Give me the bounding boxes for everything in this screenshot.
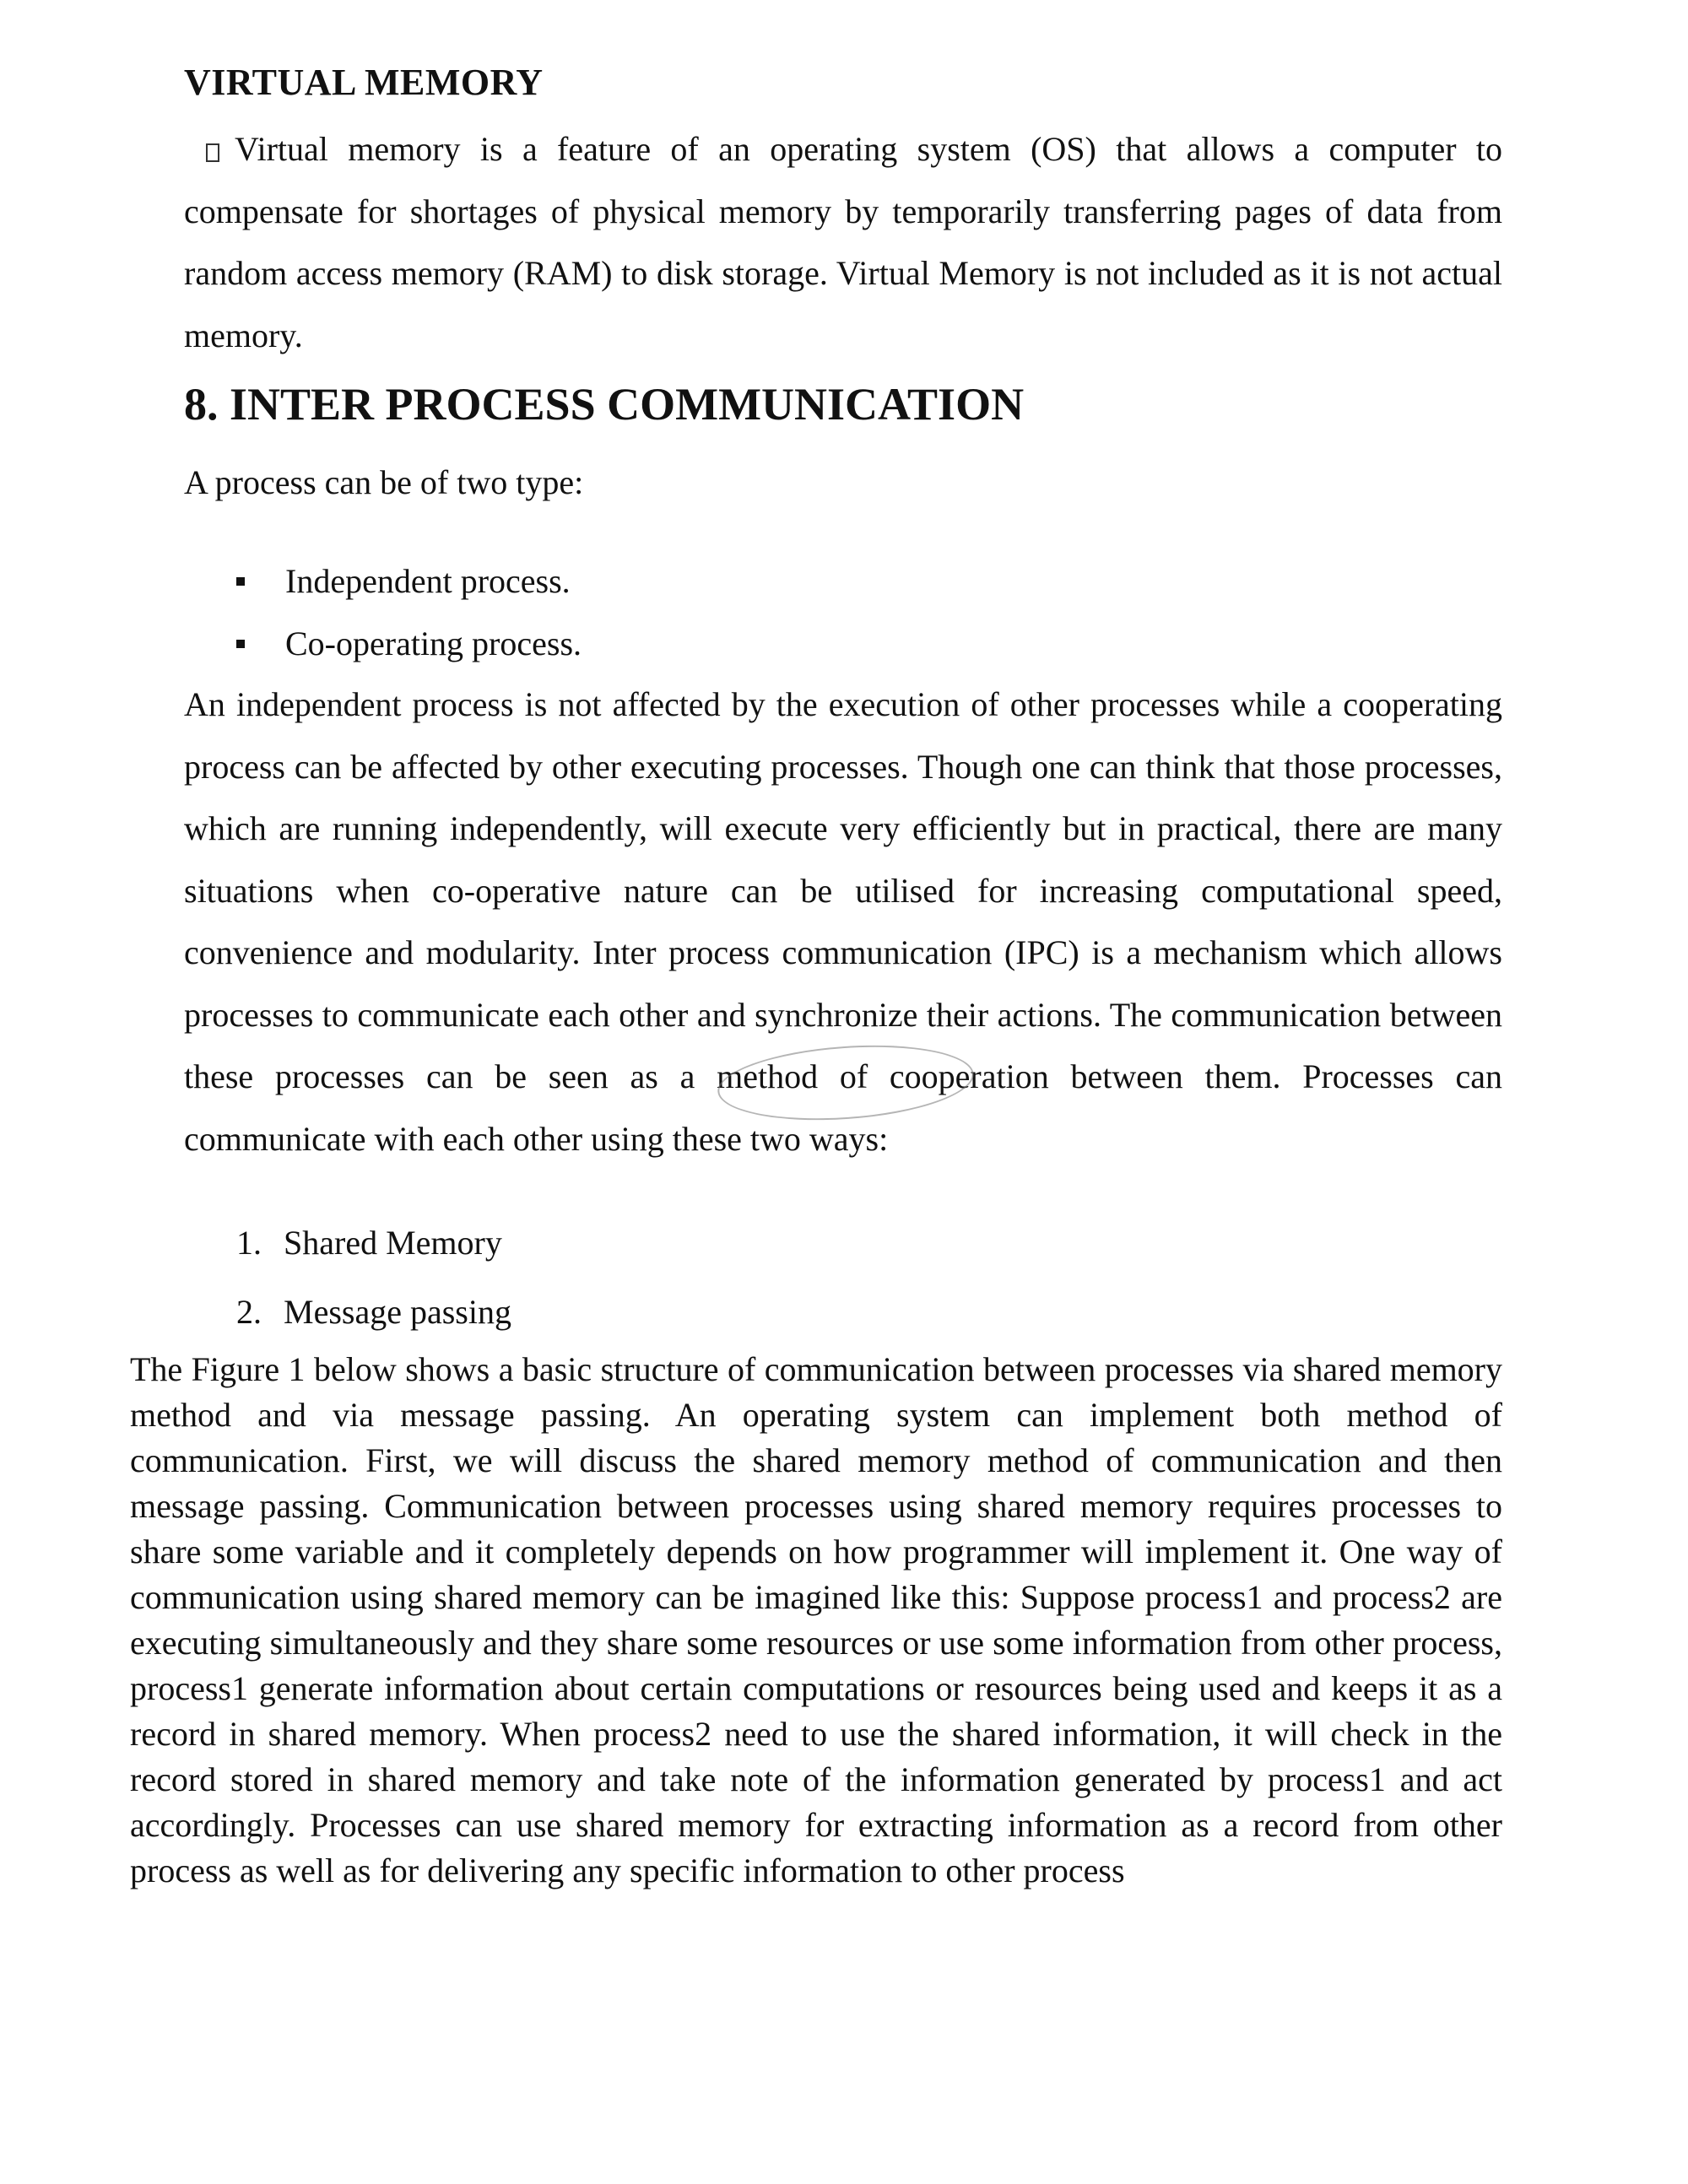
virtual-memory-text: Virtual memory is a feature of an operating system (OS) that allows a computer to compensate for shortages of physical memory by temporarily transferring pages of data from random access memory (RAM) to disk storage. Virtual Memory is not included as it is not actual memory. [184,130,1502,354]
box-glyph-icon [206,143,219,162]
list-item [236,1208,511,1278]
list-item-label: Message passing [284,1293,511,1331]
figure-description-paragraph: The Figure 1 below shows a basic structure of communication between processes via shared memory method and via message passing. An operating system can implement both method of communication. First, we will discuss the shared memory method of communication and then message passing. Communication between processes using shared memory requires processes to share some variable and it completely depends on how programmer will implement it. One way of communication using shared memory can be imagined like this: Suppose process1 and process2 are executing simultaneously and they share some resources or use some information from other process, process1 generate information about certain computations or resources being used and keeps it as a record in shared memory. When process2 need to use the shared information, it will check in the record stored in shared memory and take note of the information generated by process1 and act accordingly. Processes can use shared memory for extracting information as a record from other process as well as for delivering any specific information to other process [130,1350,1502,1889]
ipc-paragraph: An independent process is not affected by the execution of other processes while a cooperating process can be affected by other executing processes. Though one can think that those processes, which are running independently, will execute very efficiently but in practical, there are many situations when co-operative nature can be utilised for increasing computational speed, convenience and modularity. Inter process communication (IPC) is a mechanism which allows processes to communicate each other and synchronize their actions. The communication between these processes can be seen as a method of cooperation between them. Processes can communicate with each other using these two ways: [184,685,1502,1158]
list-item [236,1278,511,1347]
virtual-memory-heading: VIRTUAL MEMORY [184,62,544,103]
square-bullet-icon [236,577,245,586]
list-item [236,550,582,613]
list-number: 2. [236,1293,262,1331]
list-item-label: Independent process. [285,562,571,600]
process-types-intro: A process can be of two type: [184,463,584,501]
list-number: 1. [236,1224,262,1262]
virtual-memory-paragraph [184,118,1502,366]
list-item [236,613,582,675]
process-types-list [236,550,582,675]
square-bullet-icon [236,640,245,648]
list-item-label: Co-operating process. [285,624,582,662]
list-item-label: Shared Memory [284,1224,502,1262]
communication-ways-list [236,1208,511,1347]
ipc-heading: 8. INTER PROCESS COMMUNICATION [184,379,1025,430]
